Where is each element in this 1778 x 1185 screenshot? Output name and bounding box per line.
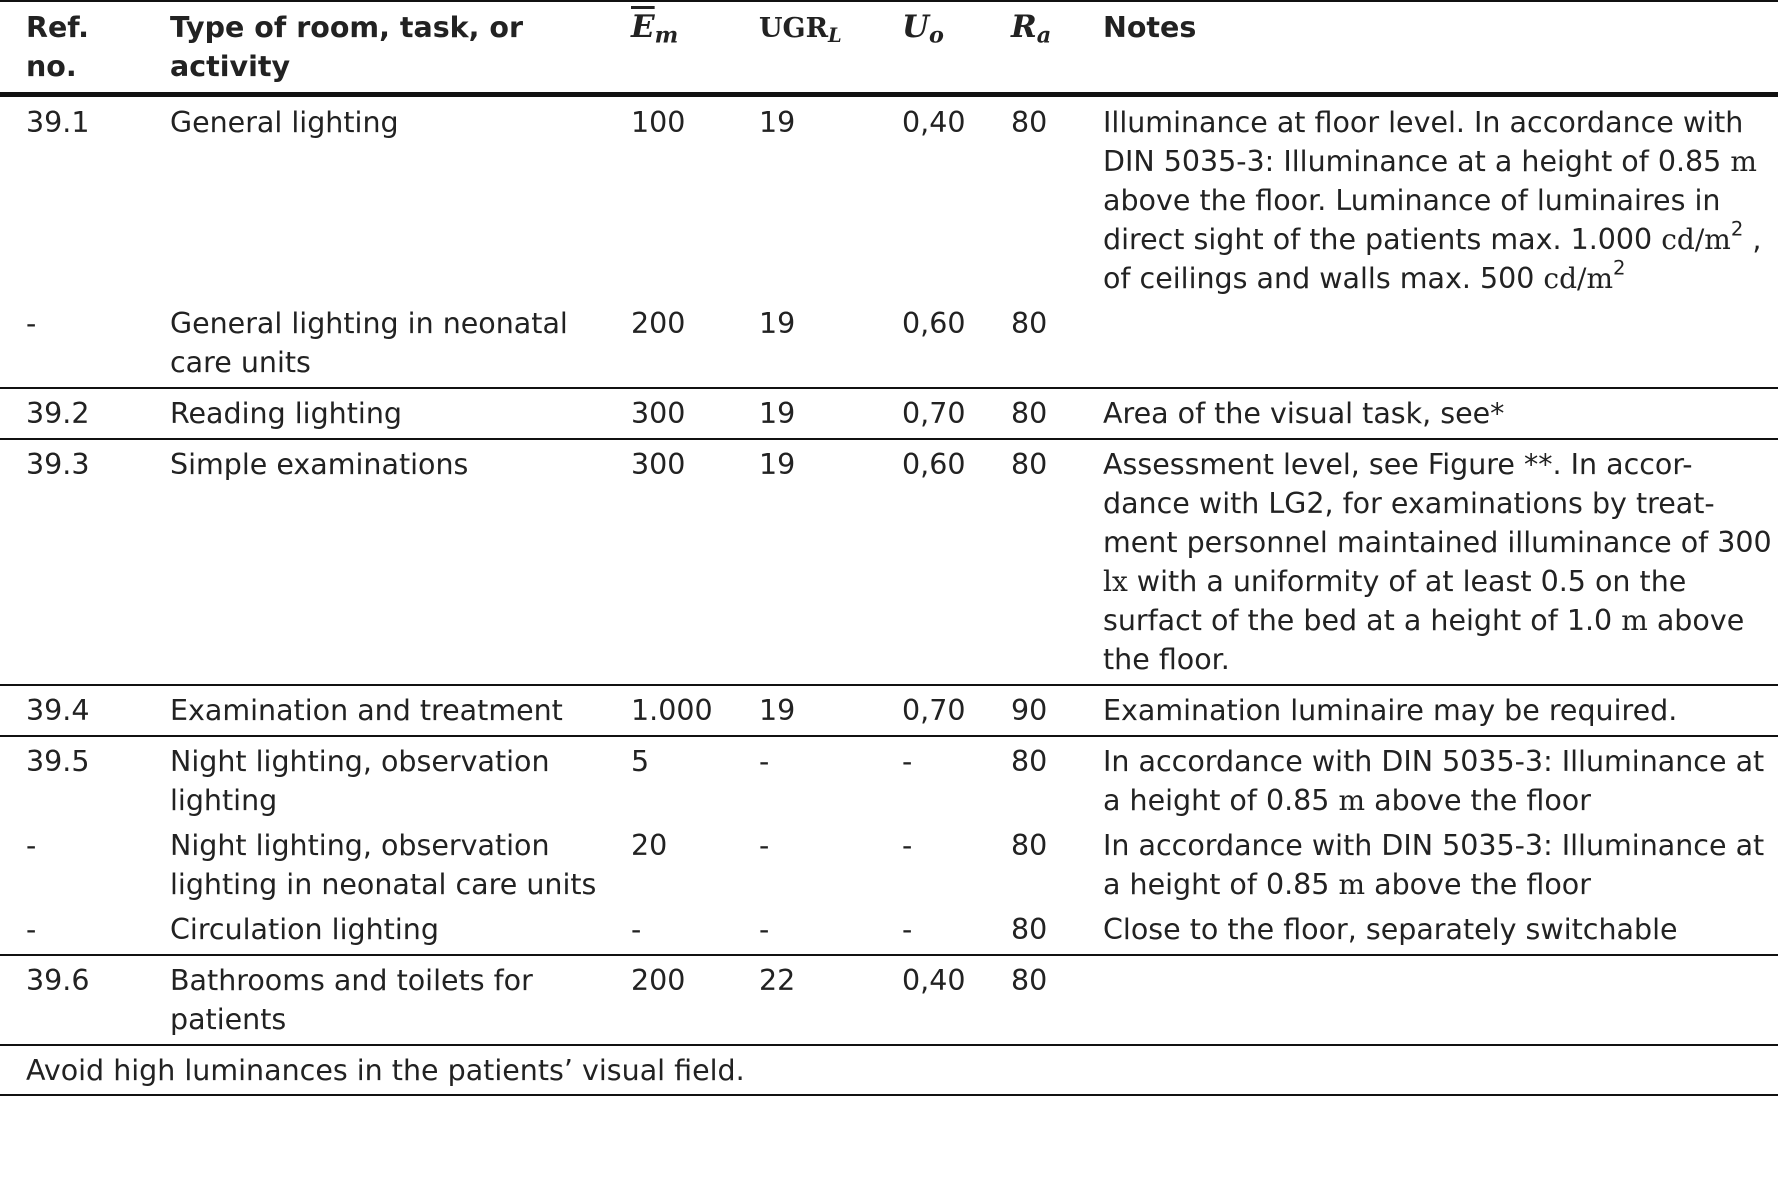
cell-ra: 80 bbox=[985, 388, 1077, 439]
cell-ref: 39.4 bbox=[0, 685, 144, 736]
cell-notes: Close to the floor, separately switchable bbox=[1077, 909, 1778, 955]
cell-uo: 0,60 bbox=[876, 439, 985, 685]
cell-notes: Area of the visual task, see* bbox=[1077, 388, 1778, 439]
cell-uo: 0,40 bbox=[876, 955, 985, 1045]
cell-em: 200 bbox=[605, 955, 733, 1045]
header-color-rendering bbox=[985, 1, 1077, 95]
header-row bbox=[0, 1, 1778, 95]
cell-ugr: - bbox=[733, 909, 876, 955]
table-footnote: Avoid high luminances in the patients’ visual field. bbox=[0, 1045, 1778, 1095]
header-type-of-room: Type of room, task, or activity bbox=[144, 1, 605, 95]
table-body bbox=[0, 95, 1778, 1096]
notes-unit-m: m bbox=[1338, 868, 1366, 901]
header-maintained-illuminance bbox=[605, 1, 733, 95]
header-ref-no: Ref. no. bbox=[0, 1, 144, 95]
notes-unit-m: m bbox=[1621, 604, 1648, 637]
cell-ref: - bbox=[26, 829, 37, 862]
table-row bbox=[0, 825, 1778, 909]
header-ra-symbol: R bbox=[1011, 9, 1037, 45]
cell-uo: 0,70 bbox=[876, 685, 985, 736]
cell-ref: 39.3 bbox=[0, 439, 144, 685]
cell-ra: 90 bbox=[985, 685, 1077, 736]
notes-text: Illuminance at floor level. In accordance with DIN 5035-3: Illuminance at a height of 0.85 bbox=[1103, 106, 1744, 178]
cell-ra: 80 bbox=[1011, 829, 1048, 862]
notes-text: above the floor. bbox=[1103, 604, 1745, 676]
header-uo-subscript: o bbox=[929, 22, 944, 49]
cell-ref: 39.1 bbox=[26, 106, 90, 139]
header-glare-rating bbox=[733, 1, 876, 95]
cell-ugr: - bbox=[759, 745, 770, 778]
cell-uo: 0,40 bbox=[902, 106, 966, 139]
header-ra-subscript: a bbox=[1036, 22, 1052, 49]
cell-ref: 39.6 bbox=[0, 955, 144, 1045]
cell-ugr: 19 bbox=[733, 685, 876, 736]
table-row bbox=[0, 388, 1778, 439]
cell-ra: 80 bbox=[1011, 745, 1048, 778]
cell-uo: - bbox=[902, 745, 913, 778]
cell-uo: 0,60 bbox=[876, 303, 985, 388]
cell-type: Examination and treatment bbox=[144, 685, 605, 736]
cell-notes bbox=[1077, 95, 1778, 304]
notes-text: with a uniformity of at least 0.5 on the surfact of the bed at a height of 1.0 bbox=[1103, 565, 1687, 637]
header-em-subscript: m bbox=[654, 22, 679, 49]
cell-uo: - bbox=[876, 909, 985, 955]
cell-notes bbox=[1077, 736, 1778, 825]
notes-text: In accordance with DIN 5035-3: Illuminance at a height of 0.85 bbox=[1103, 829, 1765, 901]
notes-unit-m: m bbox=[1338, 784, 1366, 817]
cell-ra: 80 bbox=[985, 303, 1077, 388]
cell-type: Reading lighting bbox=[144, 388, 605, 439]
notes-text: , of ceilings and walls max. 500 bbox=[1103, 223, 1762, 295]
cell-type: Circulation lighting bbox=[144, 909, 605, 955]
header-ugr-symbol: UGR bbox=[759, 13, 829, 44]
notes-text: above the floor bbox=[1365, 868, 1591, 901]
notes-unit-cd-m2 bbox=[1661, 217, 1744, 256]
cell-ref: - bbox=[0, 303, 144, 388]
cell-type: Night lighting, observation lighting in neonatal care units bbox=[170, 829, 597, 901]
cell-ugr: 19 bbox=[733, 388, 876, 439]
table-row bbox=[0, 955, 1778, 1045]
cell-em: 5 bbox=[631, 745, 650, 778]
cell-ref: 39.5 bbox=[26, 745, 90, 778]
cell-type: Night lighting, observation lighting bbox=[170, 745, 550, 817]
notes-unit-cd-m2 bbox=[1543, 256, 1626, 295]
cell-type: General lighting bbox=[170, 106, 399, 139]
cell-type: Bathrooms and toilets for patients bbox=[144, 955, 605, 1045]
table-row bbox=[0, 685, 1778, 736]
cell-em: 100 bbox=[631, 106, 686, 139]
cell-uo: 0,70 bbox=[876, 388, 985, 439]
cell-em: 300 bbox=[605, 388, 733, 439]
notes-text: above the floor bbox=[1365, 784, 1591, 817]
cell-notes bbox=[1077, 825, 1778, 909]
notes-text: Assessment level, see Figure **. In accor-dance with LG2, for examinations by treat-ment personnel maintained illuminance of 300 bbox=[1103, 448, 1772, 559]
table-row bbox=[0, 95, 1778, 304]
notes-text: above the floor. Luminance of luminaires in direct sight of the patients max. 1.000 bbox=[1103, 184, 1721, 256]
unit-text: cd/m bbox=[1661, 223, 1731, 256]
header-ugr-subscript: L bbox=[828, 23, 842, 47]
table-row bbox=[0, 303, 1778, 388]
header-em-symbol: $\overline{E}$ bbox=[631, 9, 655, 45]
cell-em: 20 bbox=[631, 829, 668, 862]
cell-notes: Examination luminaire may be required. bbox=[1077, 685, 1778, 736]
header-uniformity bbox=[876, 1, 985, 95]
cell-ra: 80 bbox=[1011, 106, 1048, 139]
cell-ugr: 19 bbox=[733, 303, 876, 388]
header-uo-symbol: U bbox=[902, 9, 930, 45]
table-row bbox=[0, 736, 1778, 825]
cell-type: General lighting in neonatal care units bbox=[144, 303, 605, 388]
table-footer-row bbox=[0, 1045, 1778, 1095]
cell-ref: 39.2 bbox=[0, 388, 144, 439]
header-notes: Notes bbox=[1077, 1, 1778, 95]
cell-ra: 80 bbox=[985, 909, 1077, 955]
cell-ugr: 22 bbox=[733, 955, 876, 1045]
cell-em: 200 bbox=[605, 303, 733, 388]
unit-text: cd/m bbox=[1543, 262, 1614, 295]
unit-exponent: 2 bbox=[1613, 256, 1626, 280]
cell-ra: 80 bbox=[985, 439, 1077, 685]
notes-text: In accordance with DIN 5035-3: Illuminance at a height of 0.85 bbox=[1103, 745, 1765, 817]
notes-unit-lx: lx bbox=[1103, 565, 1128, 598]
cell-type: Simple examinations bbox=[144, 439, 605, 685]
cell-ref: - bbox=[0, 909, 144, 955]
cell-notes bbox=[1077, 439, 1778, 685]
notes-unit-m: m bbox=[1730, 145, 1757, 178]
cell-em: - bbox=[605, 909, 733, 955]
cell-ugr: - bbox=[759, 829, 770, 862]
table-header bbox=[0, 1, 1778, 95]
table-row bbox=[0, 439, 1778, 685]
cell-notes bbox=[1077, 955, 1778, 1045]
table-row bbox=[0, 909, 1778, 955]
cell-ugr: 19 bbox=[759, 106, 796, 139]
cell-em: 300 bbox=[605, 439, 733, 685]
cell-ugr: 19 bbox=[733, 439, 876, 685]
cell-em: 1.000 bbox=[605, 685, 733, 736]
cell-ra: 80 bbox=[985, 955, 1077, 1045]
cell-notes bbox=[1077, 303, 1778, 388]
cell-uo: - bbox=[902, 829, 913, 862]
unit-exponent: 2 bbox=[1730, 217, 1744, 241]
